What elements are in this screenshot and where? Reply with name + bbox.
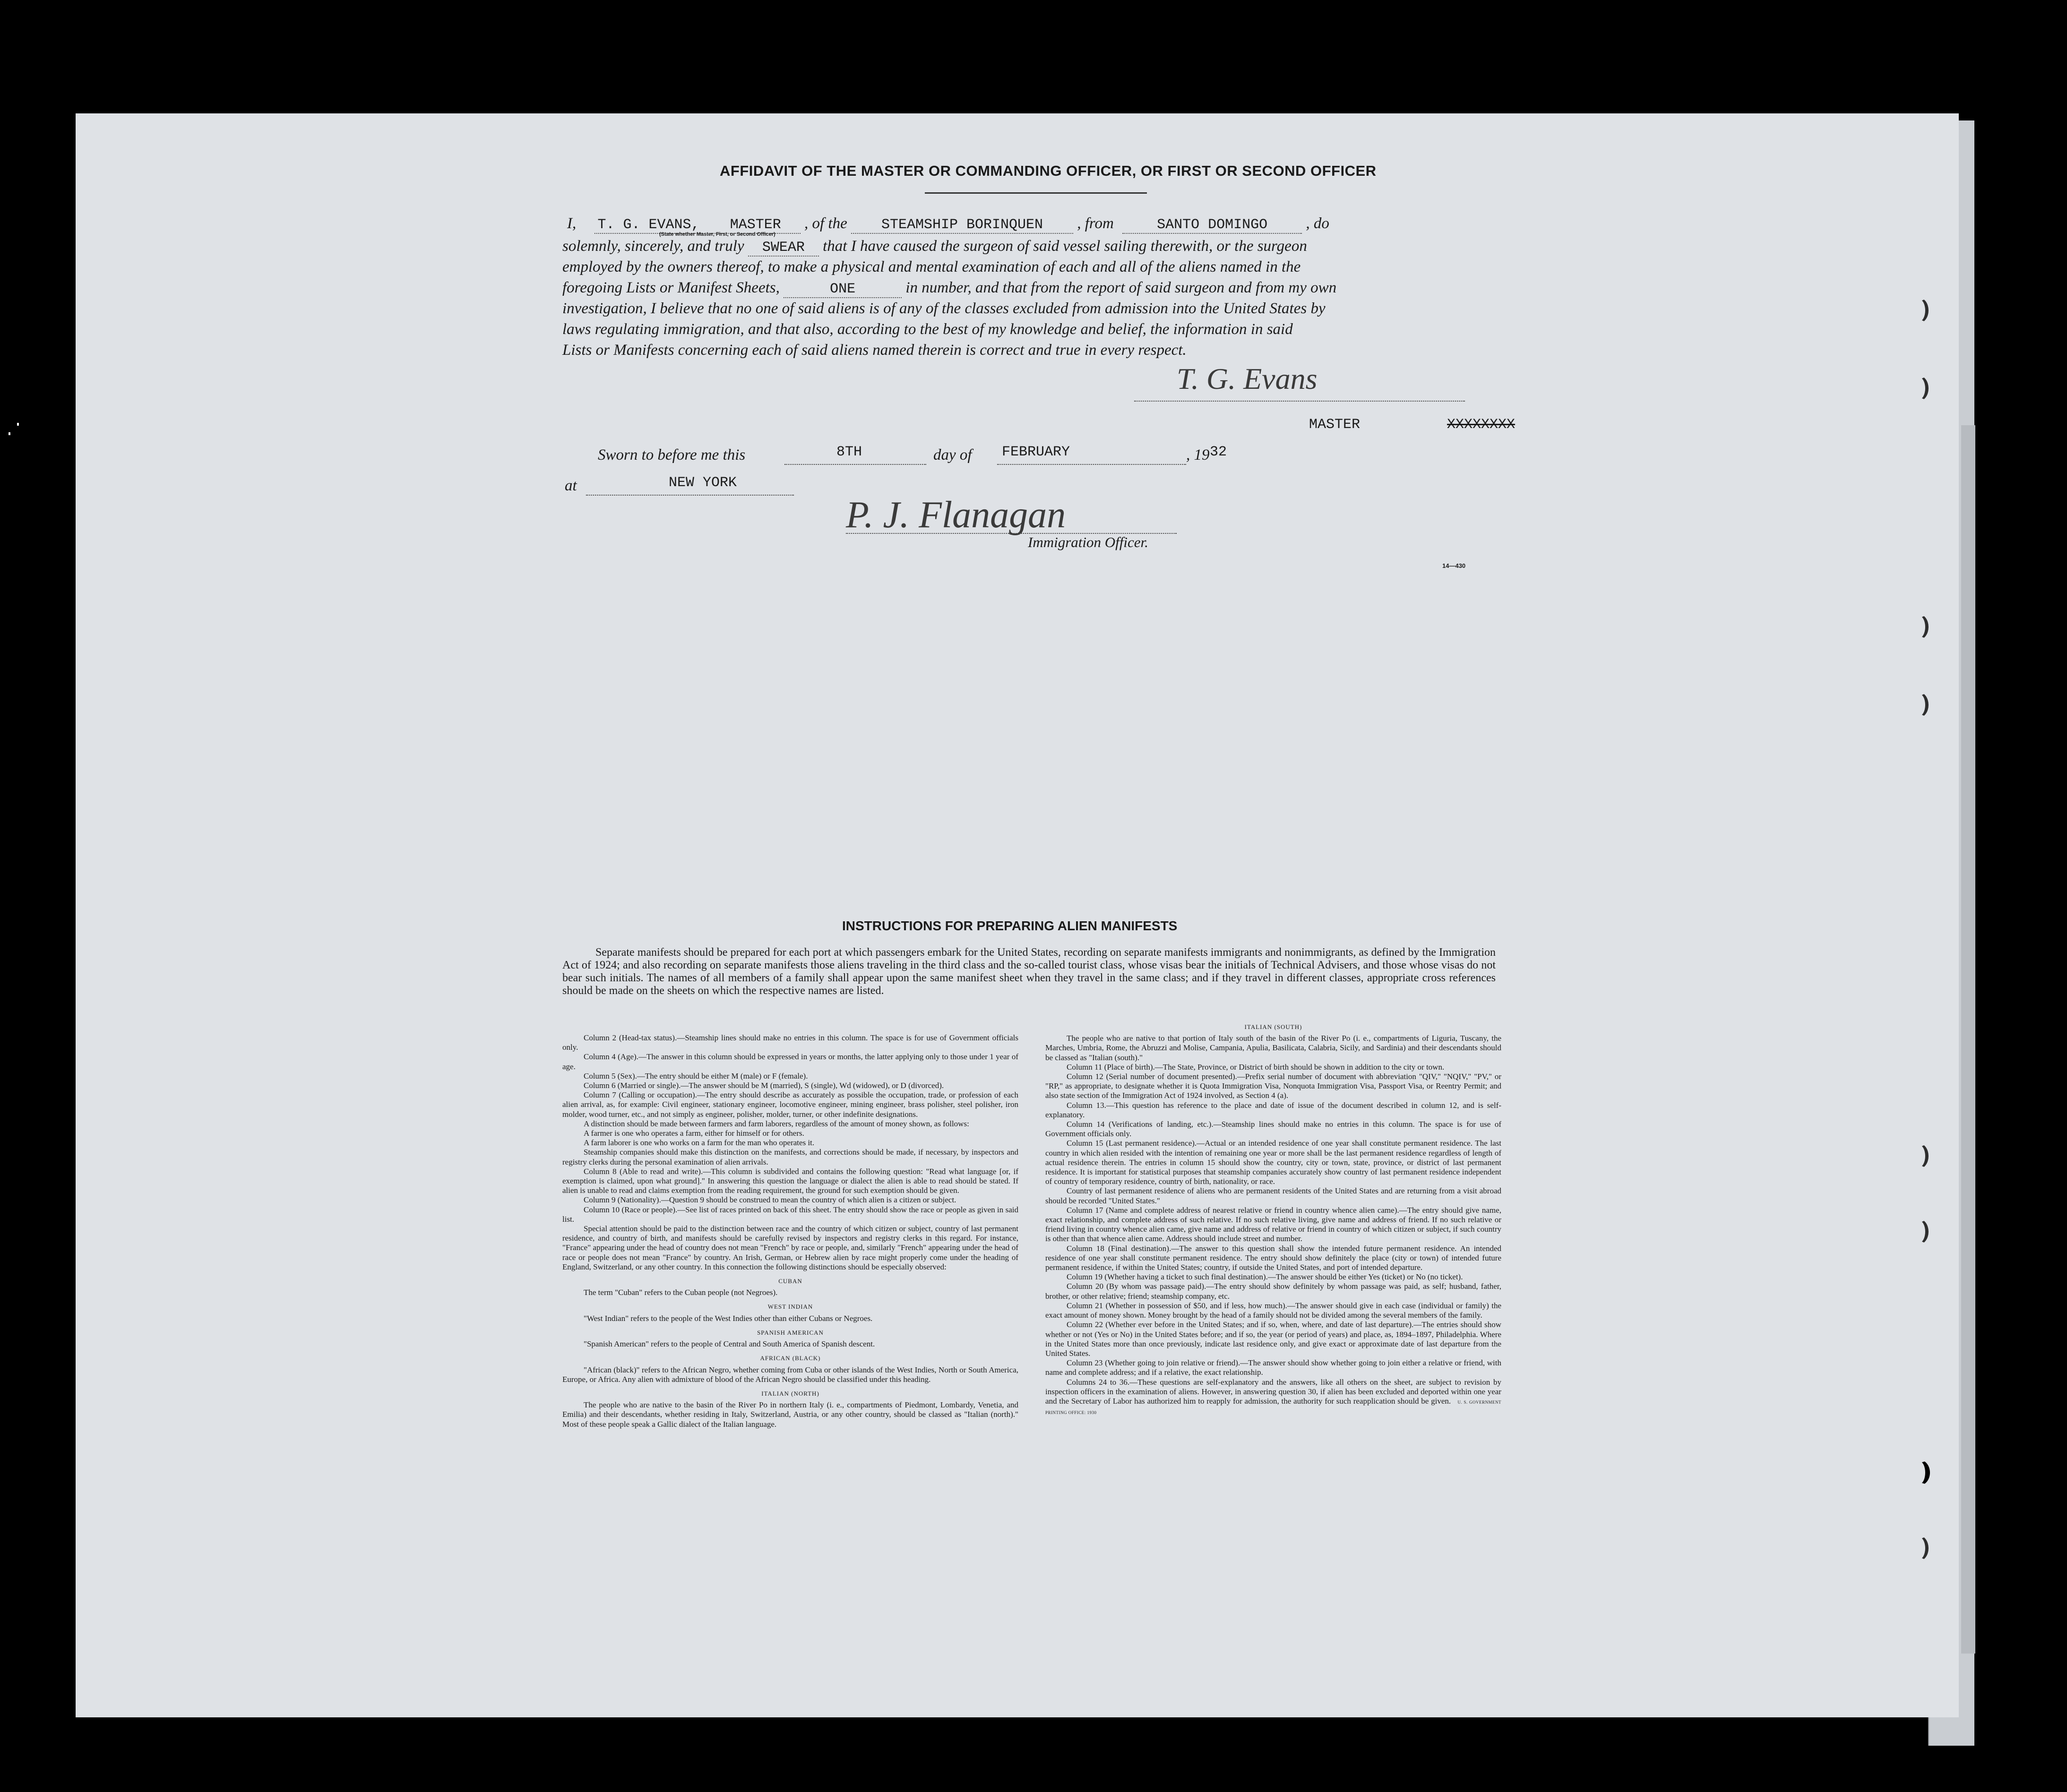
binder-hole-icon [1909,1535,1929,1561]
day-field: 8TH [836,444,862,460]
binder-hole-icon [1909,1219,1929,1244]
place-line [586,495,794,496]
day-line [784,464,926,465]
instruction-paragraph: Steamship companies should make this distinction on the manifests, and corrections should be made, if necessary, by inspectors and registry clerks during the personal examination of alien arrivals. [562,1148,1018,1166]
signer-title-struck: XXXXXXXX [1447,417,1516,433]
oath-line-4 [562,279,1507,298]
sheet-count-field: ONE [784,281,902,298]
instruction-paragraph: Column 19 (Whether having a ticket to such final destination).—The answer should be either Yes (ticket) or No (no ticket). [1067,1272,1463,1282]
scan-speck [17,423,19,426]
month-line [997,464,1186,465]
instruction-paragraph: Column 18 (Final destination).—The answer to this question shall show the intended future permanent residence. An intended residence of one year shall constitute permanent residence. The entry should show definitely the place (city or town) of intended future permanent residence, if within the United States; country, if outside the United States, and port of intended departure. [1045,1243,1501,1272]
instruction-paragraph: Column 2 (Head-tax status).—Steamship lines should make no entries in this column. The space is for use of Government officials only. [562,1033,1018,1052]
day-of-label: day of [933,446,972,463]
do-label: , do [1306,215,1329,232]
instruction-paragraph: "West Indian" refers to the people of the West Indies other than either Cubans or Negroes. [584,1313,873,1323]
rank-field: MASTER [711,217,801,234]
affidavit-title: AFFIDAVIT OF THE MASTER OR COMMANDING OFFICER, OR FIRST OR SECOND OFFICER [720,163,1377,179]
oath-line-7: Lists or Manifests concerning each of said aliens named therein is correct and true in every respect. [562,342,1187,359]
underlying-page-edge-2 [1961,425,1975,1654]
instruction-paragraph: Column 22 (Whether ever before in the United States; and if so, when, where, and date of last departure).—The entries should show whether or not (Yes or No) in the United States before; and if so, the year (or period of years) and place, as, 1894–1897, Philadelphia. Where in the United States more than once previously, indicate last residence only, and give exact or approximate date of last departure from the United States. [1045,1320,1501,1358]
instruction-paragraph: Column 23 (Whether going to join relative or friend).—The answer should show whether going to join either a relative or friend, with name and complete address; and if a relative, the exact relationship. [1045,1358,1501,1377]
sworn-label: Sworn to before me this [598,446,746,463]
binder-hole-icon [1909,692,1929,718]
instruction-paragraph: Column 5 (Sex).—The entry should be either M (male) or F (female). [584,1071,808,1080]
instruction-paragraph: Column 12 (Serial number of document presented).—Prefix serial number of document with abbreviation "QIV," "NQIV," "PV," or "RP," as appropriate, to designate whether it is Quota Immigration Visa, Nonquota Immigration Visa, Passport Visa, or Reentry Permit; and also state section of the Immigration Act of 1924 involved, as Section 4 (a). [1045,1072,1501,1100]
oath-text: in number, and that from the report of said surgeon and from my own [905,279,1337,296]
instructions-title: INSTRUCTIONS FOR PREPARING ALIEN MANIFESTS [842,918,1178,933]
binder-hole-icon [1909,376,1929,401]
oath-line-3: employed by the owners thereof, to make a physical and mental examination of each and all of the aliens named in the [562,258,1301,275]
oath-line-6: laws regulating immigration, and that also, according to the best of my knowledge and belief, the information in said [562,321,1293,338]
binder-hole-icon [1909,298,1929,323]
instructions-left-column [562,1033,1018,1429]
year-field: 32 [1210,444,1227,460]
instructions-right-column [1045,1022,1501,1417]
section-heading: SPANISH AMERICAN [757,1329,824,1336]
instruction-paragraph: A farmer is one who operates a farm, either for himself or for others. [584,1129,804,1138]
place-field: NEW YORK [669,475,737,491]
year-prefix: , 19 [1186,446,1210,463]
instruction-paragraph: Special attention should be paid to the distinction between race and the country of which citizen or subject, country of last permanent residence, and country of birth, and manifests should be carefully revised by inspectors and registry clerks in this regard. For instance, "France" appearing under the head of country does not mean "French" by race or people, and, similarly "French" appearing under the head of race or people does not mean "France" by country. An Irish, German, or Hebrew alien by race might properly come under the heading of England, Switzerland, or any other country. In this connection the following distinctions should be especially observed: [562,1224,1018,1271]
oath-line-1 [562,215,1507,234]
oath-line-5: investigation, I believe that no one of said aliens is of any of the classes excluded from admission into the United States by [562,300,1326,317]
instruction-paragraph: Column 7 (Calling or occupation).—The entry should describe as accurately as possible the occupation, trade, or profession of each alien arrival, as, for example: Civil engineer, stationary engineer, locomotive engineer, mining engineer, brass polisher, steel polisher, iron molder, wood turner, etc., and not simply as engineer, polisher, molder, turner, or other indefinite designations. [562,1090,1018,1119]
oath-text: solemnly, sincerely, and truly [562,238,744,255]
instruction-paragraph: Column 8 (Able to read and write).—This column is subdivided and contains the following question: "Read what language [or, if exemption is claimed, upon what ground]." In answering this question the language or dialect the alien is able to read should be stated. If alien is unable to read and claims exemption from the reading requirement, the ground for such exemption should be given. [562,1166,1018,1195]
port-field: SANTO DOMINGO [1122,217,1302,234]
instruction-paragraph [1045,1378,1501,1418]
instruction-paragraph: Column 14 (Verifications of landing, etc.).—Steamship lines should make no entries in this column. The space is for use of Government officials only. [1045,1120,1501,1139]
section-heading: CUBAN [778,1278,802,1285]
from-label: , from [1077,215,1114,232]
month-field: FEBRUARY [1002,444,1070,460]
instruction-paragraph: A distinction should be made between farmers and farm laborers, regardless of the amount of money shown, as follows: [584,1119,969,1128]
oath-text: that I have caused the surgeon of said vessel sailing therewith, or the surgeon [823,238,1307,255]
binder-hole-icon [1909,1460,1930,1485]
instruction-paragraph: Column 11 (Place of birth).—The State, Province, or District of birth should be shown in addition to the city or town. [1067,1062,1445,1072]
form-number: 14—430 [1442,562,1466,569]
binder-hole-icon [1909,1143,1929,1169]
section-heading: WEST INDIAN [767,1303,813,1311]
officer-signature: P. J. Flanagan [846,494,1066,536]
section-heading: AFRICAN (BLACK) [760,1355,821,1362]
of-the-label: , of the [804,215,847,232]
instruction-paragraph: Column 17 (Name and complete address of nearest relative or friend in country whence alien came).—The entry should give name, exact relationship, and complete address of such relative. If no such relative living, give name and address of friend. If no such relative or friend living in country whence alien came, give name and address of relative or friend in country of which citizen or subject, if such country is other than that whence alien came. Address should include street and number. [1045,1205,1501,1243]
master-signature: T. G. Evans [1177,362,1318,395]
oath-word-field: SWEAR [748,240,819,257]
signature-line [1134,401,1465,402]
printing-office-imprint: U. S. GOVERNMENT PRINTING OFFICE: 1930 [1045,1399,1501,1415]
master-name-field: T. G. EVANS, [594,217,703,234]
officer-title: Immigration Officer. [1028,534,1148,550]
instruction-paragraph: Country of last permanent residence of aliens who are permanent residents of the United States and are returning from a visit abroad should be recorded "United States." [1045,1186,1501,1205]
vessel-field: STEAMSHIP BORINQUEN [851,217,1073,234]
instruction-paragraph: Column 10 (Race or people).—See list of races printed on back of this sheet. The entry should show the race or people as given in said list. [562,1205,1018,1224]
section-heading: ITALIAN (SOUTH) [1244,1023,1302,1030]
instruction-paragraph: The term "Cuban" refers to the Cuban people (not Negroes). [584,1288,778,1297]
binder-hole-icon [1909,614,1929,640]
instruction-text: Columns 24 to 36.—These questions are self-explanatory and the answers, like all others on the sheet, are subject to revision by inspection officers in the examination of aliens. However, in answering question 30, if alien has been excluded and deported within one year and the Secretary of Labor has authorized him to reapply for admission, the authority for such reapplication should be given. [1045,1377,1501,1406]
oath-line-2 [562,238,1507,257]
instruction-paragraph: Column 9 (Nationality).—Question 9 should be construed to mean the country of which alien is a citizen or subject. [584,1195,956,1205]
instruction-paragraph: The people who are native to that portion of Italy south of the basin of the River Po (i. e., compartments of Liguria, Tuscany, the Marches, Umbria, Rome, the Abruzzi and Molise, Campania, Apulia, Basilicata, Calabria, Sicily, and Sardinia) and their descendants should be classed as "Italian (south)." [1045,1034,1501,1062]
scan-speck [9,432,10,435]
signer-title: MASTER [1309,417,1361,433]
instruction-paragraph: Column 6 (Married or single).—The answer should be M (married), S (single), Wd (widowed), or D (divorced). [584,1081,944,1090]
instruction-paragraph: Column 13.—This question has reference to the place and date of issue of the document described in column 12, and is self-explanatory. [1045,1100,1501,1119]
rank-note: (State whether Master, First, or Second Officer) [659,232,775,237]
pre-name-label: I, [567,215,577,232]
instruction-paragraph: A farm laborer is one who works on a farm for the man who operates it. [584,1138,815,1148]
instruction-paragraph: Column 4 (Age).—The answer in this column should be expressed in years or months, the latter applying only to those under 1 year of age. [562,1052,1018,1071]
section-heading: ITALIAN (NORTH) [761,1389,819,1397]
title-rule [925,192,1147,194]
instruction-paragraph: Column 20 (By whom was passage paid).—The entry should show definitely by whom passage was paid, as self; husband, father, brother, or other relative; friend; steamship company, etc. [1045,1282,1501,1301]
instruction-paragraph: Column 15 (Last permanent residence).—Actual or an intended residence of one year shall constitute permanent residence. The last country in which alien resided with the intention of remaining one year or more shall be the last permanent residence regardless of length of actual residence therein. The entries in column 15 should show the country, city or town, state, province, or district of last permanent residence. It is important for statistical purposes that steamship companies accurately show country of last permanent residence independent of country of temporary residence, country of birth, nationality, or race. [1045,1139,1501,1186]
oath-text: foregoing Lists or Manifest Sheets, [562,279,780,296]
at-label: at [565,477,577,494]
instruction-paragraph: The people who are native to the basin of the River Po in northern Italy (i. e., compartments of Piedmont, Lombardy, Venetia, and Emilia) and their descendants, whether residing in Italy, Switzerland, Austria, or any other country, should be classed as "Italian (north)." Most of these people speak a Gallic dialect of the Italian language. [562,1400,1018,1429]
instruction-paragraph: "Spanish American" refers to the people of Central and South America of Spanish descent. [584,1339,875,1349]
instructions-intro: Separate manifests should be prepared for each port at which passengers embark for the United States, recording on separate manifests immigrants and nonimmigrants, as defined by the Immigration Act of 1924; and also recording on separate manifests those aliens traveling in the third class and the so-called tourist class, whose visas bear the initials of Technical Advisers, and those whose visas do not bear such initials. The names of all members of a family shall appear upon the same manifest sheet when they travel in the same class; and if they travel in different classes, appropriate cross references should be made on the sheets on which the respective names are listed. [562,946,1496,997]
instruction-paragraph: "African (black)" refers to the African Negro, whether coming from Cuba or other islands of the West Indies, North or South America, Europe, or Africa. Any alien with admixture of blood of the African Negro should be classified under this heading. [562,1365,1018,1384]
instruction-paragraph: Column 21 (Whether in possession of $50, and if less, how much).—The answer should give in each case (individual or family) the exact amount of money shown. Money brought by the head of a family should not be divided among the several members of the family. [1045,1301,1501,1320]
